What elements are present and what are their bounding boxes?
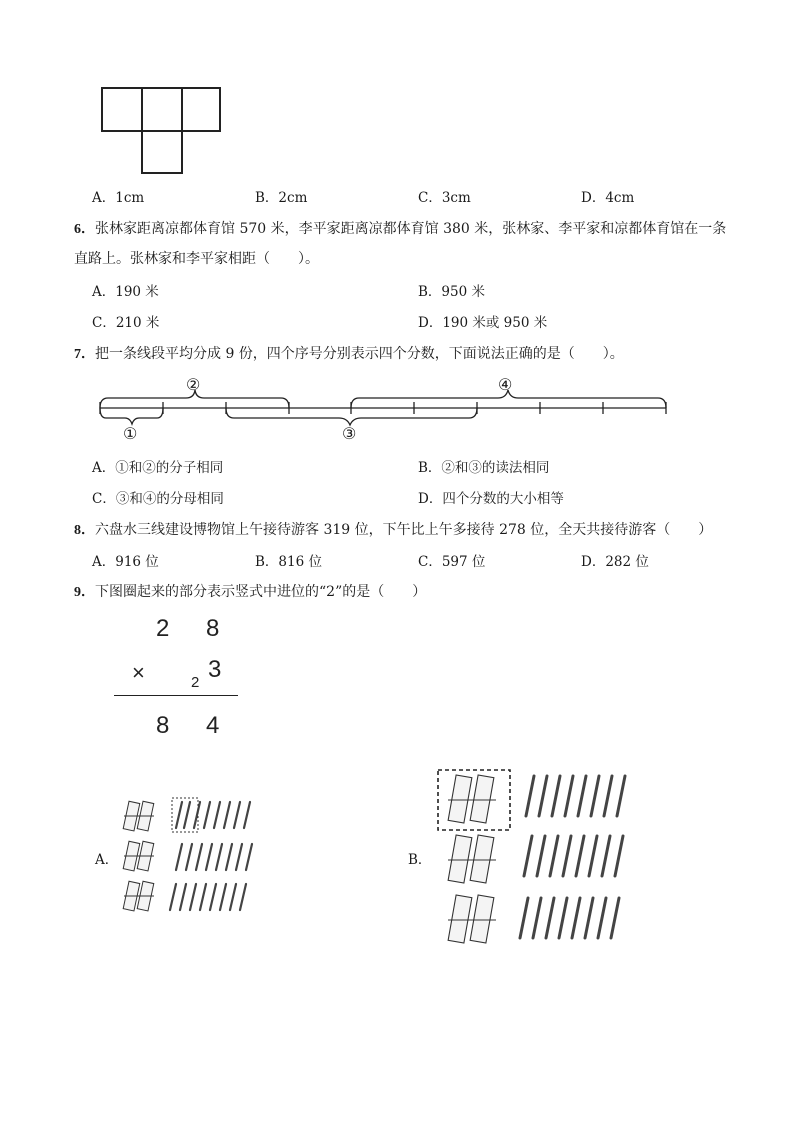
q8-option-d[interactable]: D．282 位 xyxy=(581,554,649,570)
calc-result-tens: 8 xyxy=(156,712,170,739)
q7-label-4: ④ xyxy=(498,375,513,394)
q8-option-a[interactable]: A．916 位 xyxy=(92,554,159,570)
q6-option-c[interactable]: C．210 米 xyxy=(92,315,160,331)
q9-number: 9． xyxy=(74,585,95,600)
q6-option-a[interactable]: A．190 米 xyxy=(92,284,159,300)
q5-option-b[interactable]: B．2cm xyxy=(255,190,308,206)
q9-option-b[interactable]: B． xyxy=(408,852,432,868)
q7-option-c[interactable]: C．③和④的分母相同 xyxy=(92,491,224,507)
q6-number: 6． xyxy=(74,222,95,237)
q9-option-a[interactable]: A． xyxy=(95,852,119,868)
calc-top-tens: 2 xyxy=(156,615,170,642)
q9-stem xyxy=(74,581,426,601)
calc-top-ones: 8 xyxy=(206,615,220,642)
q5-option-a[interactable]: A．1cm xyxy=(92,190,145,206)
q6-text-1: 张林家距离凉都体育馆 570 米，李平家距离凉都体育馆 380 米，张林家、李平家和凉都体育馆在一条 xyxy=(95,221,727,237)
q7-label-2: ② xyxy=(186,375,201,394)
q7-label-1: ① xyxy=(123,424,138,443)
segment-figure xyxy=(94,372,674,446)
q6-option-b[interactable]: B．950 米 xyxy=(418,284,485,300)
q6-stem-line2: 直路上。张林家和李平家相距（ ）。 xyxy=(74,251,319,267)
q8-stem xyxy=(74,519,712,539)
sticks-figure-a[interactable] xyxy=(118,792,258,920)
q7-text: 把一条线段平均分成 9 份，四个序号分别表示四个分数，下面说法正确的是（ ）。 xyxy=(95,346,624,362)
cube-net-figure xyxy=(98,84,226,178)
sticks-figure-b[interactable] xyxy=(434,766,634,950)
q6-stem-line1 xyxy=(74,218,726,238)
q7-option-b[interactable]: B．②和③的读法相同 xyxy=(418,460,550,476)
q9-text: 下图圈起来的部分表示竖式中进位的“2”的是（ ） xyxy=(95,584,427,600)
q5-option-c[interactable]: C．3cm xyxy=(418,190,471,206)
q8-option-c[interactable]: C．597 位 xyxy=(418,554,486,570)
q5-option-d[interactable]: D．4cm xyxy=(581,190,635,206)
q8-option-b[interactable]: B．816 位 xyxy=(255,554,322,570)
q6-option-d[interactable]: D．190 米或 950 米 xyxy=(418,315,548,331)
q7-option-a[interactable]: A．①和②的分子相同 xyxy=(92,460,224,476)
calc-result-ones: 4 xyxy=(206,712,220,739)
q8-text: 六盘水三线建设博物馆上午接待游客 319 位，下午比上午多接待 278 位，全天共接待游客（ ） xyxy=(95,522,713,538)
calc-multiplier: 3 xyxy=(208,656,222,683)
q7-stem xyxy=(74,343,624,363)
calc-carry: 2 xyxy=(191,674,200,691)
q7-label-3: ③ xyxy=(342,424,357,443)
q8-number: 8． xyxy=(74,523,95,538)
calc-times-sign: × xyxy=(132,660,145,685)
q7-number: 7． xyxy=(74,347,95,362)
calc-divider xyxy=(114,695,238,696)
q7-option-d[interactable]: D．四个分数的大小相等 xyxy=(418,491,564,507)
